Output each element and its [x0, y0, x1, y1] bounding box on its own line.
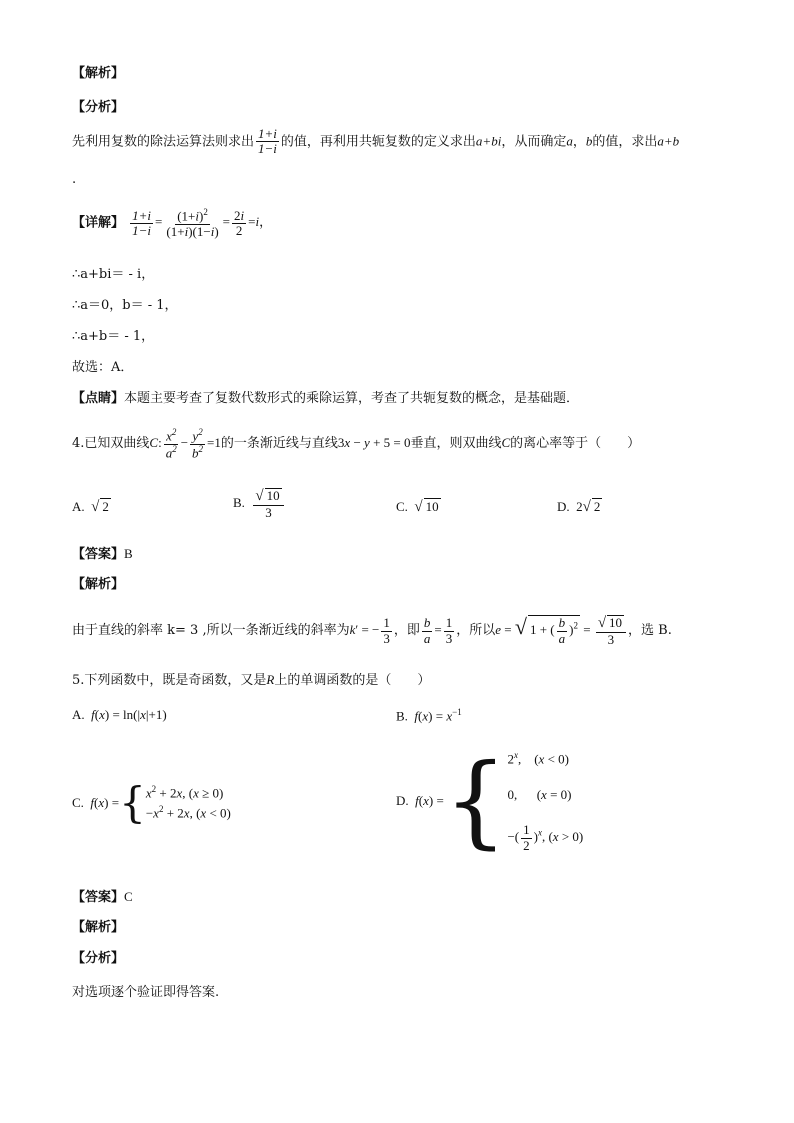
q3-analysis-var-b: b	[585, 133, 593, 149]
section-xiangjie: 【详解】	[72, 215, 125, 231]
q3-remark-line	[72, 391, 579, 407]
q4-line-eq: 3x − y + 5 = 0	[337, 435, 411, 451]
q3-analysis-expr-ab: a+b	[657, 133, 680, 149]
q5-stem-c: 上的单调函数的是（ ）	[274, 673, 431, 688]
q4-option-b-label: B.	[233, 494, 245, 510]
q4-option-c: C. √ 10	[396, 499, 439, 515]
q4-option-d: D. 2√ 2	[557, 499, 601, 515]
q5-option-c: C. f ( x ) = { $x^2 + 2x$, (x ≥ 0) $-x^2 + 2x$, (x < 0)	[72, 778, 231, 827]
q4-stem	[72, 428, 640, 460]
section-daan-1: 【答案】	[72, 547, 125, 562]
q4-option-a-label: A.	[72, 499, 85, 514]
q5-option-a-label: A.	[72, 707, 85, 722]
q5-option-d: D. f ( x ) = { 2$^x$, (x < 0) 0, (x = 0) −( $\frac{1}{2}$ )$^x$, (x > 0)	[396, 742, 584, 860]
q3-analysis-expr-abi: a+bi	[475, 133, 502, 149]
q4-solution-line	[72, 614, 672, 647]
q3-analysis-comma: ，	[572, 134, 586, 150]
q5-option-d-label: D.	[396, 793, 409, 809]
q4-stem-e: 的离心率等于（ ）	[510, 436, 641, 452]
q4-stem-a: 4.已知双曲线	[72, 436, 150, 452]
q4-hyperbola-eq: C: $\frac{x^2}{a^2}$ − $\frac{y^2}{b^2}$ =1	[149, 427, 221, 460]
q3-fraction-1: $\frac{1+i}{1-i}$	[258, 126, 277, 157]
q3-analysis-text-h: 的值，求出	[592, 134, 658, 150]
section-dianjing: 【点睛】	[72, 391, 125, 406]
section-jiexi-2: 【解析】	[72, 577, 125, 592]
q5-analysis: 对选项逐个验证即得答案.	[72, 985, 220, 1000]
q4-option-d-label: D.	[557, 499, 570, 514]
q5-option-b-label: B.	[396, 708, 408, 724]
q5-stem-a: 5.下列函数中，既是奇函数，又是	[72, 673, 267, 688]
section-daan-2: 【答案】	[72, 890, 125, 905]
q5-stem	[72, 672, 430, 689]
q3-analysis-text-b: 的值，再利用共轭复数的定义求出	[280, 134, 476, 150]
q4-sol-b: ，即	[393, 623, 420, 638]
q4-stem-var-c: C	[501, 435, 511, 451]
q3-step-3: ∴a+b＝ - 1，	[72, 329, 155, 344]
q4-answer-line	[72, 546, 133, 563]
q5-option-a: A. f(x) = ln(|x|+1)	[72, 707, 167, 722]
q3-analysis-line	[72, 127, 679, 157]
q4-sol-d: ，选 B.	[628, 623, 672, 638]
q5-option-b: B. $f(x) = x^{-1}$	[396, 707, 462, 724]
q4-ratio-expr: $\frac{b}{a}$ = $\frac{1}{3}$	[423, 615, 453, 646]
q3-remark-text: 本题主要考查了复数代数形式的乘除运算，考查了共轭复数的概念，是基础题．	[124, 391, 580, 406]
q3-detail-equation: $\frac{1+i}{1-i}$ = $\frac{(1+i)^2}{(1+i)(1-i)}$ = $\frac{2i}{2}$ =i，	[132, 207, 273, 239]
q4-option-b: B. $\frac{√ 10}{3}$	[233, 488, 286, 520]
q4-stem-b: 的一条渐近线与直线	[220, 436, 338, 452]
q5-answer: C	[124, 889, 133, 904]
q4-sol-c: ，所以	[456, 623, 496, 638]
q4-eccentricity-expr: e = √ 1 + ( $\frac{b}{a}$ )$^2$ = $\frac{√ 10}{3}$	[495, 622, 628, 637]
q4-answer: B	[124, 546, 133, 561]
q4-option-a: A. √ 2	[72, 499, 109, 515]
section-fenxi-2: 【分析】	[72, 951, 125, 966]
q5-option-c-label: C.	[72, 795, 84, 810]
q4-stem-c: 垂直，则双曲线	[410, 436, 502, 452]
q3-analysis-dot: .	[72, 172, 77, 187]
q3-analysis-text-a: 先利用复数的除法运算法则求出	[72, 134, 255, 150]
q4-option-c-label: C.	[396, 499, 408, 514]
q3-analysis-text-d: ，从而确定	[501, 134, 567, 150]
q3-choice: 故选：A．	[72, 360, 134, 375]
q5-stem-var-r: R	[266, 672, 275, 687]
q4-sol-a: 由于直线的斜率 k= 3 ,所以一条渐近线的斜率为	[72, 623, 350, 638]
section-jiexi-3: 【解析】	[72, 920, 125, 935]
q3-step-1: ∴a+bi＝ - i，	[72, 267, 155, 282]
section-jiexi-1: 【解析】	[72, 66, 125, 81]
q3-step-2: ∴a＝0，b＝ - 1，	[72, 298, 178, 313]
q3-analysis-var-a: a	[566, 133, 573, 149]
q5-answer-line	[72, 889, 133, 906]
q3-detail-line	[72, 208, 272, 239]
section-fenxi-1: 【分析】	[72, 100, 125, 115]
q4-slope-expr: k′ = − $\frac{1}{3}$	[349, 615, 390, 646]
